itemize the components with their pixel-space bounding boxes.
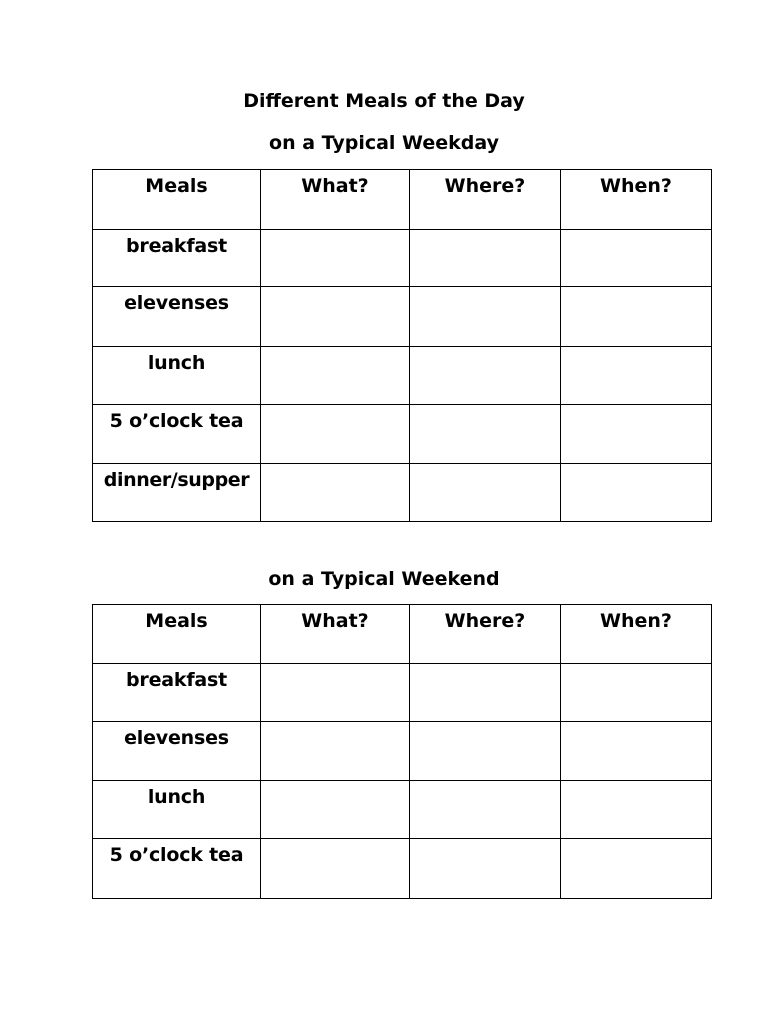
column-header-meals: Meals xyxy=(93,170,261,230)
column-header-where: Where? xyxy=(410,170,561,230)
table-header-row xyxy=(93,170,712,230)
what-cell[interactable] xyxy=(261,405,410,464)
where-cell[interactable] xyxy=(410,347,561,405)
when-cell[interactable] xyxy=(561,464,712,522)
meal-name-cell: elevenses xyxy=(93,287,261,347)
table-row xyxy=(93,781,712,839)
table-row xyxy=(93,664,712,722)
where-cell[interactable] xyxy=(410,664,561,722)
meal-name-cell: 5 o’clock tea xyxy=(93,839,261,899)
what-cell[interactable] xyxy=(261,287,410,347)
column-header-where: Where? xyxy=(410,605,561,664)
table-row xyxy=(93,464,712,522)
when-cell[interactable] xyxy=(561,405,712,464)
what-cell[interactable] xyxy=(261,664,410,722)
weekend-table xyxy=(92,604,712,899)
table-row xyxy=(93,347,712,405)
meal-name-cell: lunch xyxy=(93,781,261,839)
what-cell[interactable] xyxy=(261,781,410,839)
table-row xyxy=(93,839,712,899)
where-cell[interactable] xyxy=(410,464,561,522)
meal-name-cell: lunch xyxy=(93,347,261,405)
meal-name-cell: 5 o’clock tea xyxy=(93,405,261,464)
column-header-when: When? xyxy=(561,605,712,664)
table-row xyxy=(93,722,712,781)
meal-name-cell: breakfast xyxy=(93,230,261,287)
where-cell[interactable] xyxy=(410,722,561,781)
what-cell[interactable] xyxy=(261,464,410,522)
weekday-table xyxy=(92,169,712,522)
where-cell[interactable] xyxy=(410,287,561,347)
column-header-what: What? xyxy=(261,170,410,230)
weekday-subtitle: on a Typical Weekday xyxy=(269,132,499,154)
what-cell[interactable] xyxy=(261,722,410,781)
where-cell[interactable] xyxy=(410,405,561,464)
when-cell[interactable] xyxy=(561,839,712,899)
when-cell[interactable] xyxy=(561,230,712,287)
when-cell[interactable] xyxy=(561,347,712,405)
what-cell[interactable] xyxy=(261,230,410,287)
where-cell[interactable] xyxy=(410,781,561,839)
when-cell[interactable] xyxy=(561,664,712,722)
meal-name-cell: dinner/supper xyxy=(93,464,261,522)
page-title: Different Meals of the Day xyxy=(243,90,525,112)
where-cell[interactable] xyxy=(410,230,561,287)
weekend-subtitle: on a Typical Weekend xyxy=(268,568,500,590)
meal-name-cell: breakfast xyxy=(93,664,261,722)
column-header-when: When? xyxy=(561,170,712,230)
column-header-meals: Meals xyxy=(93,605,261,664)
when-cell[interactable] xyxy=(561,287,712,347)
what-cell[interactable] xyxy=(261,839,410,899)
when-cell[interactable] xyxy=(561,781,712,839)
table-row xyxy=(93,230,712,287)
meal-name-cell: elevenses xyxy=(93,722,261,781)
column-header-what: What? xyxy=(261,605,410,664)
table-header-row xyxy=(93,605,712,664)
where-cell[interactable] xyxy=(410,839,561,899)
what-cell[interactable] xyxy=(261,347,410,405)
table-row xyxy=(93,405,712,464)
when-cell[interactable] xyxy=(561,722,712,781)
table-row xyxy=(93,287,712,347)
